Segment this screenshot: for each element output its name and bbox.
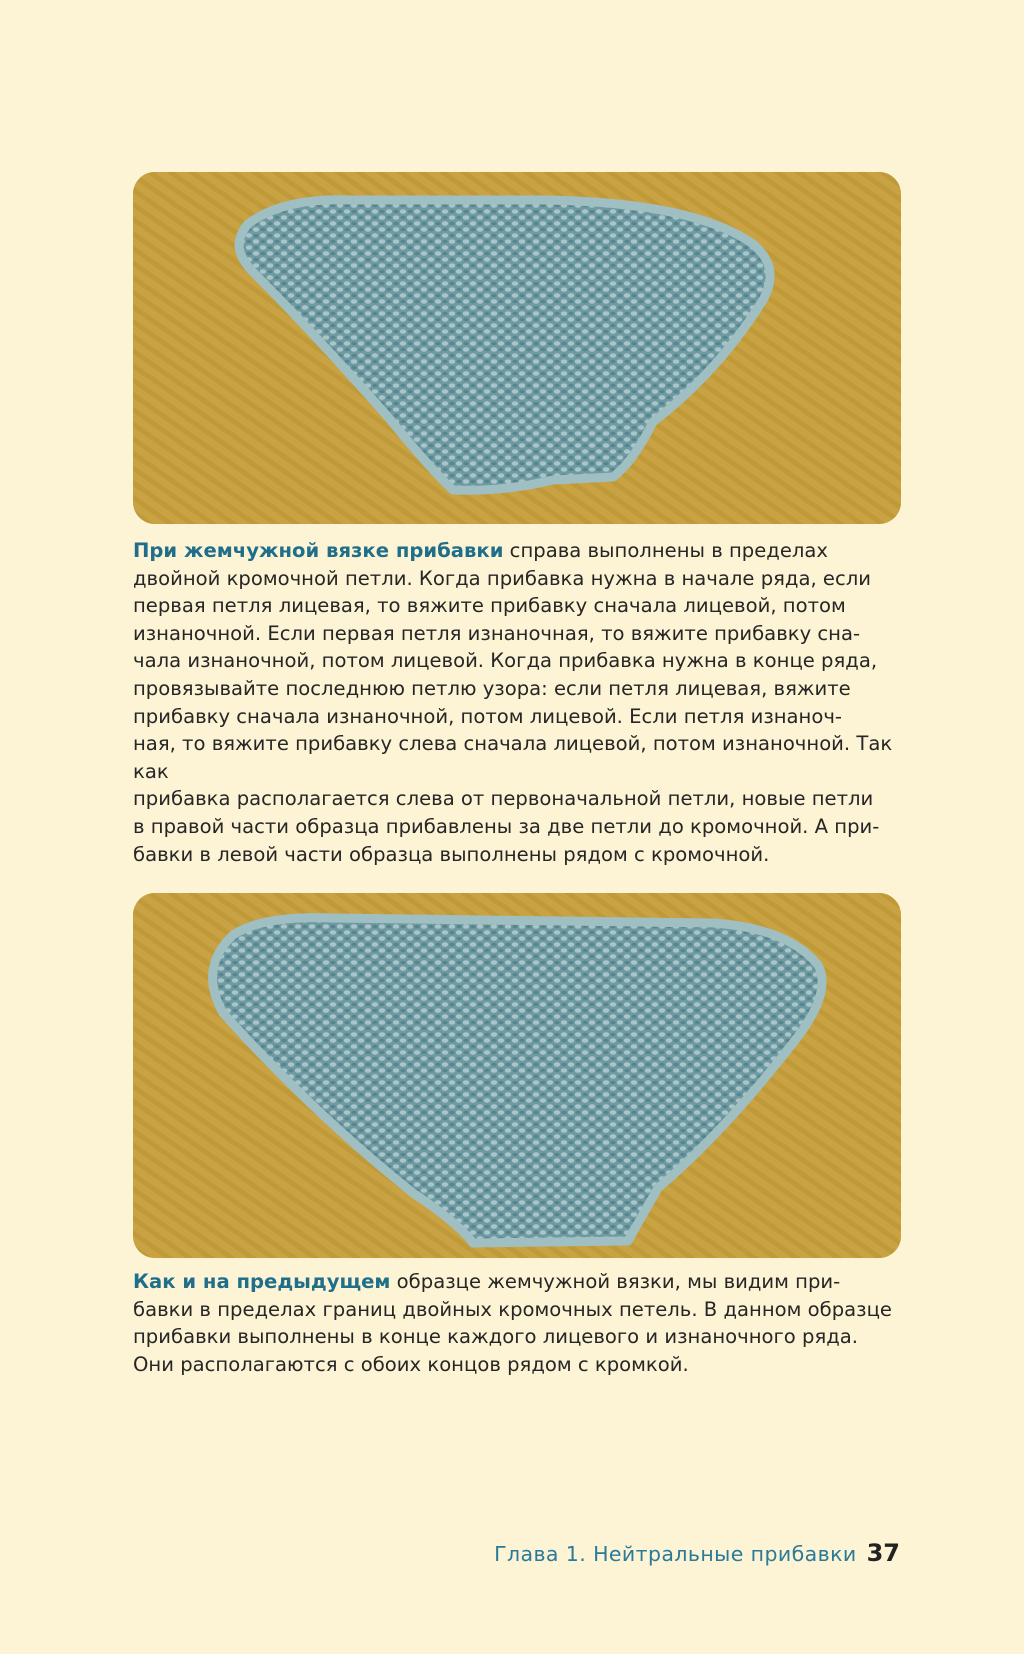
caption-lead-text: Как и на предыдущем — [133, 1270, 391, 1293]
caption-line: образце жемчужной вязки, мы видим при- — [390, 1270, 841, 1293]
caption-line: прибавку сначала изнаночной, потом лицевой. Если петля изнаноч- — [133, 704, 843, 728]
caption-line: изнаночной. Если первая петля изнаночная, то вяжите прибавку сна- — [133, 621, 861, 645]
caption-line: двойной кромочной петли. Когда прибавка нужна в начале ряда, если — [133, 566, 872, 590]
caption-first-swatch — [133, 537, 903, 868]
caption-line: прибавки выполнены в конце каждого лицевого и изнаночного ряда. — [133, 1325, 859, 1349]
knit-swatch-photo-2 — [133, 893, 901, 1258]
caption-line: провязывайте последнюю петлю узора: если петля лицевая, вяжите — [133, 676, 851, 700]
caption-line: ная, то вяжите прибавку слева сначала лицевой, потом изнаночной. Так как — [133, 732, 893, 783]
caption-second-swatch — [133, 1268, 903, 1378]
caption-lead-text: При жемчужной вязке прибавки — [133, 539, 504, 562]
page-footer — [494, 1539, 900, 1567]
chapter-title: Глава 1. Нейтральные прибавки — [494, 1542, 857, 1566]
caption-line: Они располагаются с обоих концов рядом с кромкой. — [133, 1352, 689, 1376]
caption-line: чала изнаночной, потом лицевой. Когда прибавка нужна в конце ряда, — [133, 649, 878, 673]
caption-line: в правой части образца прибавлены за две петли до кромочной. А при- — [133, 814, 880, 838]
caption-line: прибавка располагается слева от первоначальной петли, новые петли — [133, 787, 874, 811]
page-number: 37 — [866, 1539, 900, 1567]
caption-line: бавки в пределах границ двойных кромочных петель. В данном образце — [133, 1297, 892, 1321]
caption-line: бавки в левой части образца выполнены рядом с кромочной. — [133, 842, 770, 866]
caption-line: первая петля лицевая, то вяжите прибавку сначала лицевой, потом — [133, 594, 846, 618]
caption-line: справа выполнены в пределах — [503, 539, 829, 562]
knit-swatch-photo-1 — [133, 172, 901, 524]
